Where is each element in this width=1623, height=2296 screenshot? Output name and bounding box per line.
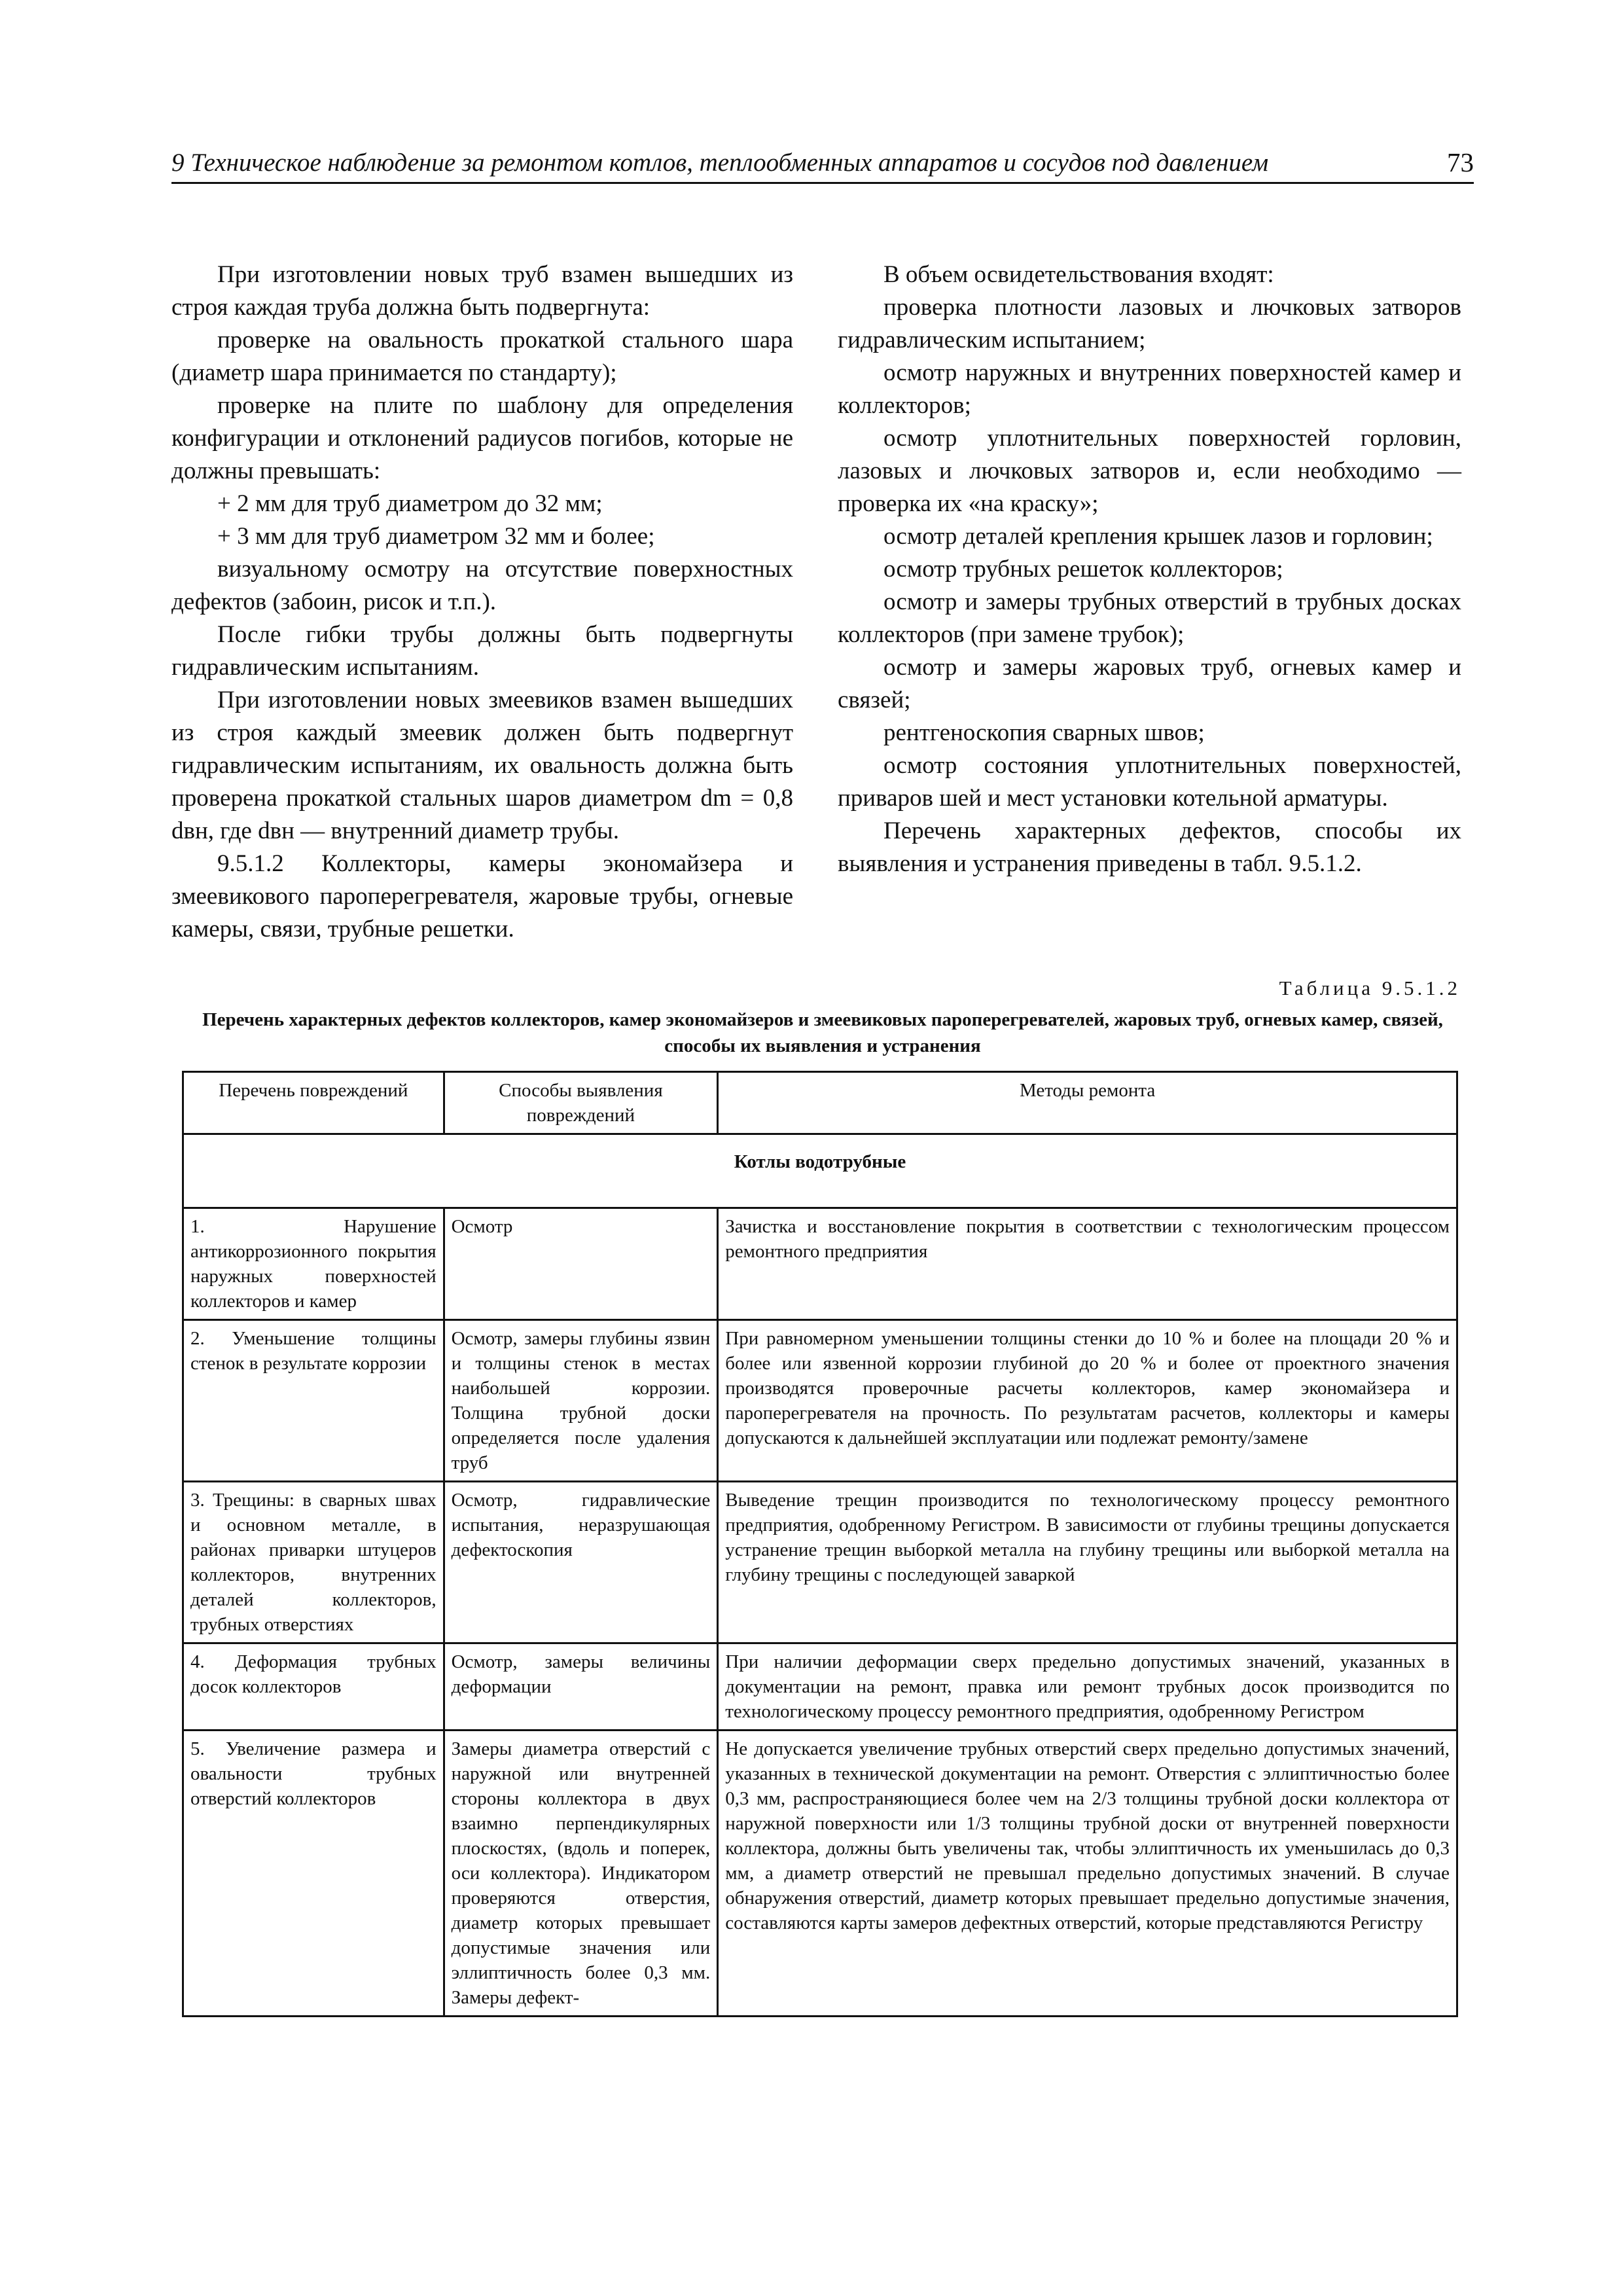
table-caption: Перечень характерных дефектов коллекторов, камер экономайзеров и змеевиковых пароперегревателей, жаровых труб, огневых камер, связей, способы их выявления и устранения [202,1009,1443,1056]
table-header-row [183,1072,1457,1134]
paragraph: визуальному осмотру на отсутствие поверхностных дефектов (забоин, рисок и т.п.). [171,556,793,615]
paragraph: + 3 мм для труб диаметром 32 мм и более; [217,523,655,550]
left-column [171,259,793,946]
paragraph: рентгеноскопия сварных швов; [883,719,1205,746]
repair-cell: Зачистка и восстановление покрытия в соответствии с технологическим процессом ремонтного предприятия [718,1208,1457,1320]
paragraph: осмотр и замеры жаровых труб, огневых камер и связей; [838,654,1461,713]
detection-cell: Осмотр, замеры величины деформации [444,1643,718,1731]
paragraph: осмотр наружных и внутренних поверхностей камер и коллекторов; [838,359,1461,419]
damage-cell: 4. Деформация трубных досок коллекторов [183,1643,444,1731]
detection-cell: Осмотр [444,1208,718,1320]
paragraph: проверка плотности лазовых и лючковых затворов гидравлическим испытанием; [838,294,1461,353]
paragraph: После гибки трубы должны быть подвергнуты гидравлическим испытаниям. [171,621,793,681]
paragraph: 9.5.1.2 Коллекторы, камеры экономайзера и змеевикового пароперегревателя, жаровые трубы, огневые камеры, связи, трубные решетки. [171,850,793,942]
paragraph: В объем освидетельствования входят: [883,261,1274,288]
right-column [838,259,1461,880]
repair-cell: При наличии деформации сверх предельно допустимых значений, указанных в документации на ремонт, правка или ремонт трубных досок производится по технологическому процессу ремонтного предприятия, одобренному Регистром [718,1643,1457,1731]
damage-cell: 5. Увеличение размера и овальности трубных отверстий коллекторов [183,1731,444,2017]
column-header: Методы ремонта [718,1072,1457,1134]
damage-cell: 2. Уменьшение толщины стенок в результате коррозии [183,1320,444,1482]
detection-cell: Осмотр, гидравлические испытания, неразрушающая дефектоскопия [444,1482,718,1643]
paragraph: проверке на плите по шаблону для определения конфигурации и отклонений радиусов погибов, которые не должны превышать: [171,392,793,484]
paragraph: При изготовлении новых змеевиков взамен вышедших из строя каждый змеевик должен быть подвергнут гидравлическим испытаниям, их овальность должна быть проверена прокаткой стальных шаров диаметром dm = 0,8 dвн, где dвн — внутренний диаметр трубы. [171,687,793,844]
table-section-row [183,1134,1457,1208]
damage-cell: 3. Трещины: в сварных швах и основном металле, в районах приварки штуцеров коллекторов, внутренних деталей коллекторов, трубных отверстиях [183,1482,444,1643]
table-row [183,1208,1457,1320]
paragraph: осмотр трубных решеток коллекторов; [883,556,1283,583]
paragraph: проверке на овальность прокаткой стального шара (диаметр шара принимается по стандарту); [171,327,793,386]
page-number: 73 [1447,147,1474,177]
detection-cell: Осмотр, замеры глубины язвин и толщины стенок в местах наибольшей коррозии. Толщина трубной доски определяется после удаления труб [444,1320,718,1482]
repair-cell: Не допускается увеличение трубных отверстий сверх предельно допустимых значений, указанных в технической документации на ремонт. Отверстия с эллиптичностью более 0,3 мм, распространяющиеся более чем на 2/3 толщины трубной доски коллектора от наружной поверхности или 1/3 толщины трубной доски от внутренней поверхности коллектора, должны быть увеличены так, чтобы эллиптичность их уменьшилась до 0,3 мм, а диаметр отверстий не превышал предельно допустимых значений. В случае обнаружения отверстий, диаметр которых превышает предельно допустимые значения, составляются карты замеров дефектных отверстий, которые представляются Регистру [718,1731,1457,2017]
paragraph: осмотр уплотнительных поверхностей горловин, лазовых и лючковых затворов и, если необходимо — проверка их «на краску»; [838,425,1461,517]
paragraph: осмотр и замеры трубных отверстий в трубных досках коллекторов (при замене трубок); [838,588,1461,648]
repair-cell: При равномерном уменьшении толщины стенки до 10 % и более на площади 20 % и более или язвенной коррозии глубиной до 20 % и более от проектного значения производятся проверочные расчеты коллекторов, камер экономайзера и пароперегревателя на прочность. По результатам расчетов, коллекторы и камеры допускаются к дальнейшей эксплуатации или подлежат ремонту/замене [718,1320,1457,1482]
table-row [183,1731,1457,2017]
column-header: Способы выявления повреждений [444,1072,718,1134]
damage-cell: 1. Нарушение антикоррозионного покрытия наружных поверхностей коллекторов и камер [183,1208,444,1320]
paragraph: осмотр деталей крепления крышек лазов и горловин; [883,523,1433,550]
detection-cell: Замеры диаметра отверстий с наружной или внутренней стороны коллектора в двух взаимно перпендикулярных плоскостях, (вдоль и поперек, оси коллектора). Индикатором проверяются отверстия, диаметр которых превышает допустимые значения или эллиптичность более 0,3 мм. Замеры дефект- [444,1731,718,2017]
defects-table [182,1071,1458,2017]
paragraph: + 2 мм для труб диаметром до 32 мм; [217,490,603,517]
column-header: Перечень повреждений [183,1072,444,1134]
table-row [183,1482,1457,1643]
paragraph: осмотр состояния уплотнительных поверхностей, приваров шей и мест установки котельной арматуры. [838,752,1461,812]
repair-cell: Выведение трещин производится по технологическому процессу ремонтного предприятия, одобренному Регистром. В зависимости от глубины трещины допускается устранение трещин выборкой металла на глубину трещины или выборкой металла на глубину трещины с последующей заваркой [718,1482,1457,1643]
table-label: Таблица 9.5.1.2 [1279,977,1461,999]
running-header [171,145,1474,184]
section-heading: Котлы водотрубные [183,1134,1457,1208]
paragraph: При изготовлении новых труб взамен вышедших из строя каждая труба должна быть подвергнута: [171,261,793,321]
paragraph: Перечень характерных дефектов, способы их выявления и устранения приведены в табл. 9.5.1.2. [838,817,1461,877]
table-row [183,1320,1457,1482]
table-row [183,1643,1457,1731]
running-header-title: 9 Техническое наблюдение за ремонтом котлов, теплообменных аппаратов и сосудов под давлением [171,149,1269,177]
